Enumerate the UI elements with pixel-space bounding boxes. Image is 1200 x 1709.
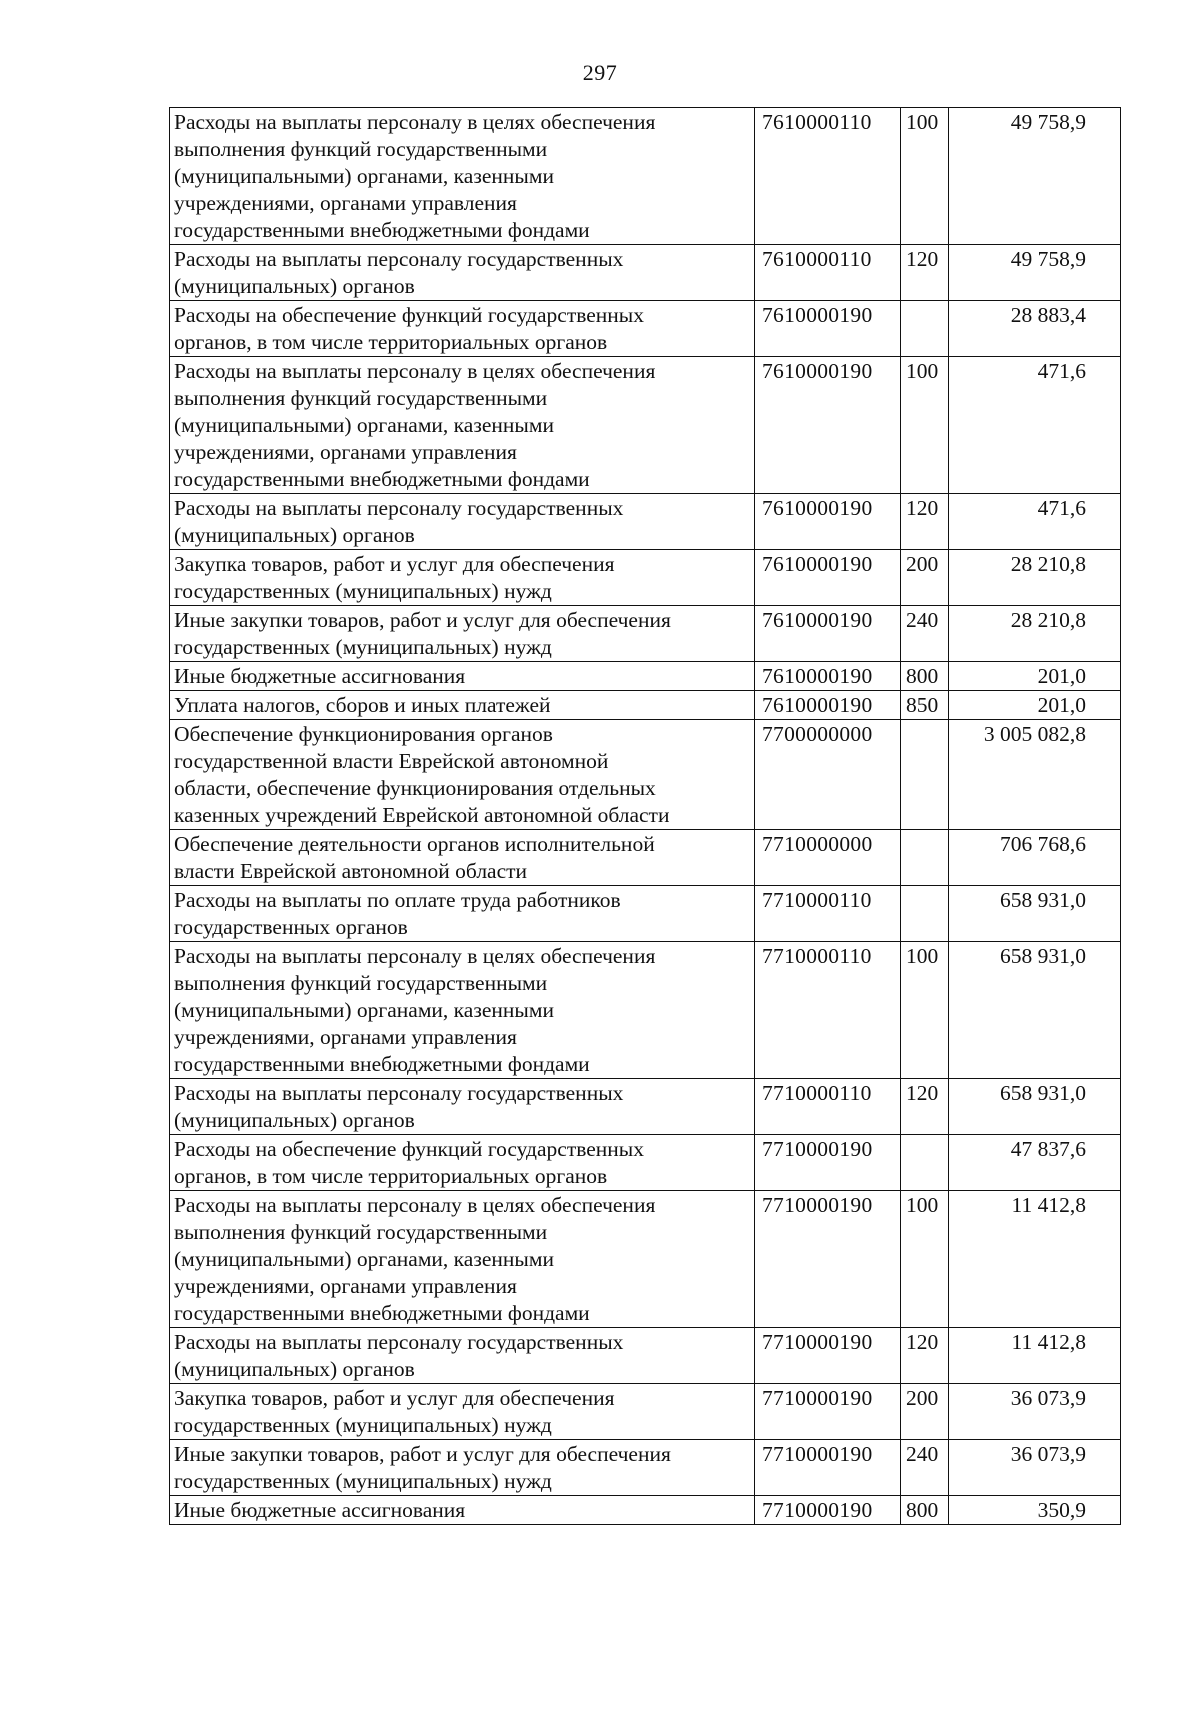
- expense-type-code: 100: [901, 942, 949, 1079]
- target-article-code: 7610000190: [755, 606, 901, 662]
- expense-type-code: 850: [901, 691, 949, 720]
- amount: 658 931,0: [949, 886, 1121, 942]
- amount: 201,0: [949, 691, 1121, 720]
- expense-description: Расходы на выплаты по оплате труда работников государственных органов: [170, 886, 755, 942]
- expense-type-code: 100: [901, 1191, 949, 1328]
- table-row: [170, 942, 1121, 1079]
- amount: 36 073,9: [949, 1440, 1121, 1496]
- amount: 350,9: [949, 1496, 1121, 1525]
- expense-description: Уплата налогов, сборов и иных платежей: [170, 691, 755, 720]
- target-article-code: 7610000190: [755, 357, 901, 494]
- table-row: [170, 1496, 1121, 1525]
- expense-type-code: 200: [901, 550, 949, 606]
- amount: 3 005 082,8: [949, 720, 1121, 830]
- expense-description: Иные закупки товаров, работ и услуг для обеспечения государственных (муниципальных) нужд: [170, 1440, 755, 1496]
- table-row: [170, 886, 1121, 942]
- expense-type-code: 800: [901, 662, 949, 691]
- table-row: [170, 1135, 1121, 1191]
- amount: 11 412,8: [949, 1191, 1121, 1328]
- expense-type-code: [901, 1135, 949, 1191]
- expense-type-code: 800: [901, 1496, 949, 1525]
- expense-type-code: 120: [901, 245, 949, 301]
- target-article-code: 7610000190: [755, 691, 901, 720]
- expense-type-code: [901, 830, 949, 886]
- amount: 201,0: [949, 662, 1121, 691]
- target-article-code: 7710000190: [755, 1328, 901, 1384]
- table-row: [170, 1079, 1121, 1135]
- expense-type-code: 100: [901, 357, 949, 494]
- target-article-code: 7610000190: [755, 494, 901, 550]
- expense-type-code: [901, 886, 949, 942]
- amount: 28 210,8: [949, 550, 1121, 606]
- table-row: [170, 550, 1121, 606]
- expense-description: Обеспечение деятельности органов исполнительной власти Еврейской автономной области: [170, 830, 755, 886]
- target-article-code: 7610000110: [755, 245, 901, 301]
- table-row: [170, 606, 1121, 662]
- expense-description: Расходы на обеспечение функций государственных органов, в том числе территориальных органов: [170, 301, 755, 357]
- expense-description: Иные бюджетные ассигнования: [170, 1496, 755, 1525]
- expense-description: Расходы на выплаты персоналу в целях обеспечения выполнения функций государственными (муниципальными) органами, казенными учреждениями, органами управления государственными внебюджетными фондами: [170, 1191, 755, 1328]
- expense-description: Закупка товаров, работ и услуг для обеспечения государственных (муниципальных) нужд: [170, 550, 755, 606]
- page-number: 297: [582, 60, 618, 85]
- target-article-code: 7610000110: [755, 108, 901, 245]
- expense-description: Расходы на выплаты персоналу в целях обеспечения выполнения функций государственными (муниципальными) органами, казенными учреждениями, органами управления государственными внебюджетными фондами: [170, 108, 755, 245]
- target-article-code: 7710000190: [755, 1384, 901, 1440]
- target-article-code: 7610000190: [755, 550, 901, 606]
- budget-table-body: [170, 108, 1121, 1525]
- table-row: [170, 1328, 1121, 1384]
- target-article-code: 7710000190: [755, 1496, 901, 1525]
- expense-description: Расходы на выплаты персоналу государственных (муниципальных) органов: [170, 494, 755, 550]
- target-article-code: 7710000190: [755, 1191, 901, 1328]
- table-row: [170, 108, 1121, 245]
- table-row: [170, 494, 1121, 550]
- amount: 47 837,6: [949, 1135, 1121, 1191]
- amount: 658 931,0: [949, 942, 1121, 1079]
- table-row: [170, 720, 1121, 830]
- amount: 471,6: [949, 494, 1121, 550]
- amount: 49 758,9: [949, 245, 1121, 301]
- expense-description: Расходы на выплаты персоналу в целях обеспечения выполнения функций государственными (муниципальными) органами, казенными учреждениями, органами управления государственными внебюджетными фондами: [170, 942, 755, 1079]
- expense-description: Расходы на выплаты персоналу государственных (муниципальных) органов: [170, 1079, 755, 1135]
- target-article-code: 7710000110: [755, 942, 901, 1079]
- expense-type-code: [901, 720, 949, 830]
- table-row: [170, 245, 1121, 301]
- expense-type-code: 240: [901, 1440, 949, 1496]
- target-article-code: 7610000190: [755, 301, 901, 357]
- budget-table: [169, 107, 1121, 1525]
- table-row: [170, 1191, 1121, 1328]
- amount: 36 073,9: [949, 1384, 1121, 1440]
- expense-type-code: 120: [901, 1328, 949, 1384]
- amount: 11 412,8: [949, 1328, 1121, 1384]
- amount: 49 758,9: [949, 108, 1121, 245]
- amount: 658 931,0: [949, 1079, 1121, 1135]
- expense-type-code: 120: [901, 494, 949, 550]
- table-row: [170, 691, 1121, 720]
- expense-description: Обеспечение функционирования органов государственной власти Еврейской автономной области, обеспечение функционирования отдельных казенных учреждений Еврейской автономной области: [170, 720, 755, 830]
- expense-type-code: 200: [901, 1384, 949, 1440]
- amount: 471,6: [949, 357, 1121, 494]
- expense-type-code: 120: [901, 1079, 949, 1135]
- target-article-code: 7700000000: [755, 720, 901, 830]
- target-article-code: 7710000190: [755, 1440, 901, 1496]
- expense-description: Расходы на выплаты персоналу государственных (муниципальных) органов: [170, 245, 755, 301]
- table-row: [170, 301, 1121, 357]
- expense-type-code: 240: [901, 606, 949, 662]
- target-article-code: 7710000000: [755, 830, 901, 886]
- expense-description: Расходы на обеспечение функций государственных органов, в том числе территориальных органов: [170, 1135, 755, 1191]
- table-row: [170, 830, 1121, 886]
- amount: 28 883,4: [949, 301, 1121, 357]
- expense-type-code: [901, 301, 949, 357]
- target-article-code: 7610000190: [755, 662, 901, 691]
- amount: 706 768,6: [949, 830, 1121, 886]
- target-article-code: 7710000110: [755, 1079, 901, 1135]
- expense-description: Расходы на выплаты персоналу в целях обеспечения выполнения функций государственными (муниципальными) органами, казенными учреждениями, органами управления государственными внебюджетными фондами: [170, 357, 755, 494]
- target-article-code: 7710000110: [755, 886, 901, 942]
- table-row: [170, 1440, 1121, 1496]
- target-article-code: 7710000190: [755, 1135, 901, 1191]
- table-row: [170, 1384, 1121, 1440]
- expense-description: Закупка товаров, работ и услуг для обеспечения государственных (муниципальных) нужд: [170, 1384, 755, 1440]
- expense-type-code: 100: [901, 108, 949, 245]
- expense-description: Иные закупки товаров, работ и услуг для обеспечения государственных (муниципальных) нужд: [170, 606, 755, 662]
- expense-description: Расходы на выплаты персоналу государственных (муниципальных) органов: [170, 1328, 755, 1384]
- table-row: [170, 662, 1121, 691]
- expense-description: Иные бюджетные ассигнования: [170, 662, 755, 691]
- amount: 28 210,8: [949, 606, 1121, 662]
- table-row: [170, 357, 1121, 494]
